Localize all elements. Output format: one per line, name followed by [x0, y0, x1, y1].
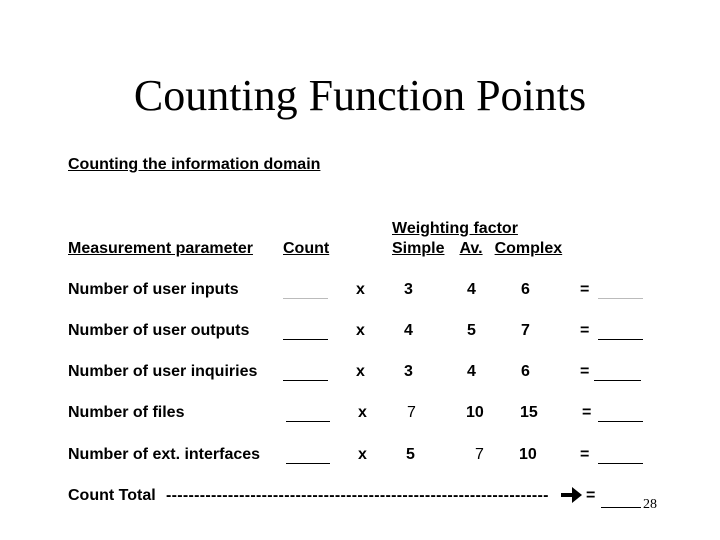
average-weight: 5 — [467, 322, 476, 339]
multiply-symbol: x — [356, 363, 365, 380]
slide-title: Counting Function Points — [133, 71, 587, 120]
count-total-label: Count Total — [68, 487, 156, 504]
simple-weight: 5 — [406, 446, 415, 463]
row-label: Number of ext. interfaces — [68, 446, 261, 463]
complex-weight: 10 — [519, 446, 537, 463]
result-blank — [598, 298, 643, 299]
simple-weight: 7 — [407, 404, 416, 421]
row-label: Number of user inquiries — [68, 363, 258, 380]
page-number: 28 — [643, 497, 657, 512]
header-complex: Complex — [494, 240, 563, 257]
equals-symbol: = — [580, 446, 590, 463]
header-count: Count — [283, 240, 330, 257]
count-blank — [283, 339, 328, 340]
result-blank — [598, 421, 643, 422]
multiply-symbol: x — [356, 322, 365, 339]
multiply-symbol: x — [356, 281, 365, 298]
equals-symbol: = — [586, 487, 596, 504]
count-blank — [286, 463, 330, 464]
average-weight: 7 — [475, 446, 484, 463]
header-average: Av. — [459, 240, 483, 257]
equals-symbol: = — [580, 363, 590, 380]
row-label: Number of user inputs — [68, 281, 239, 298]
arrow-right-icon — [561, 485, 583, 505]
count-blank — [283, 380, 328, 381]
count-blank — [283, 298, 328, 299]
row-label: Number of files — [68, 404, 185, 421]
average-weight: 4 — [467, 363, 476, 380]
total-dashes: -------------------------------------------------------------------- — [166, 487, 549, 504]
equals-symbol: = — [580, 281, 590, 298]
complex-weight: 6 — [521, 281, 530, 298]
complex-weight: 7 — [521, 322, 530, 339]
header-simple: Simple — [392, 240, 445, 257]
row-label: Number of user outputs — [68, 322, 250, 339]
header-weights — [392, 239, 570, 259]
multiply-symbol: x — [358, 404, 367, 421]
complex-weight: 15 — [520, 404, 538, 421]
simple-weight: 4 — [404, 322, 413, 339]
complex-weight: 6 — [521, 363, 530, 380]
equals-symbol: = — [580, 322, 590, 339]
result-blank — [598, 463, 643, 464]
result-blank — [598, 339, 643, 340]
average-weight: 4 — [467, 281, 476, 298]
total-result-blank — [601, 507, 641, 508]
result-blank — [594, 380, 641, 381]
simple-weight: 3 — [404, 281, 413, 298]
average-weight: 10 — [466, 404, 484, 421]
equals-symbol: = — [582, 404, 592, 421]
multiply-symbol: x — [358, 446, 367, 463]
weighting-factor-label: Weighting factor — [392, 220, 518, 237]
domain-heading: Counting the information domain — [68, 156, 321, 173]
simple-weight: 3 — [404, 363, 413, 380]
header-measurement-parameter: Measurement parameter — [68, 240, 253, 257]
count-blank — [286, 421, 330, 422]
